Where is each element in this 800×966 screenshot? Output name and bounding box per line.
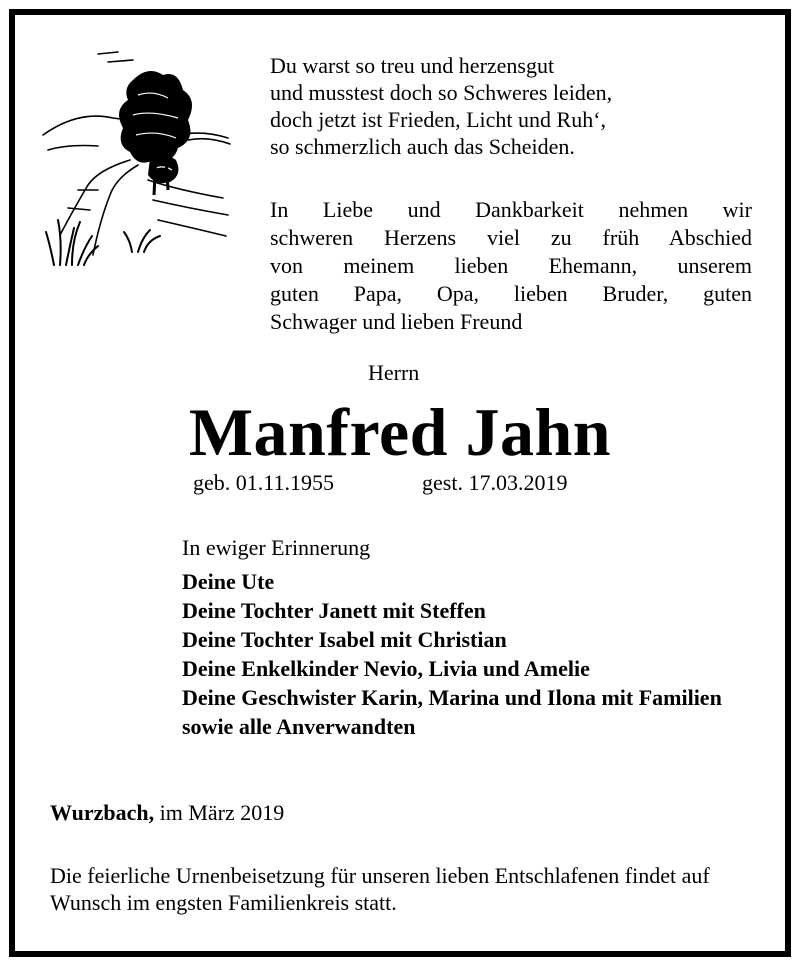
poem-line: Du warst so treu und herzensgut: [270, 53, 555, 78]
place-date-text: im März 2019: [159, 800, 285, 825]
poem-line: und musstest doch so Schweres leiden,: [270, 80, 613, 105]
farewell-line: schweren Herzens viel zu früh Abschied: [270, 225, 752, 250]
farewell-line: von meinem lieben Ehemann, unserem: [270, 253, 752, 278]
place-name: Wurzbach,: [50, 800, 155, 825]
farewell-paragraph: [270, 196, 752, 336]
place-date: [50, 800, 284, 826]
family-member: Deine Enkelkinder Nevio, Livia und Amelie: [182, 656, 590, 681]
farewell-line: guten Papa, Opa, lieben Bruder, guten: [270, 281, 752, 306]
deceased-name: Manfred Jahn: [188, 394, 612, 470]
birth-date: geb. 01.11.1955: [193, 470, 334, 495]
family-member: Deine Tochter Janett mit Steffen: [182, 598, 486, 623]
family-member: sowie alle Anverwandten: [182, 714, 416, 739]
family-member: Deine Ute: [182, 569, 275, 594]
poem-line: doch jetzt ist Frieden, Licht und Ruh‘,: [270, 107, 607, 132]
family-member: Deine Geschwister Karin, Marina und Ilona mit Familien: [182, 685, 722, 710]
memory-line: In ewiger Erinnerung: [182, 535, 371, 560]
farewell-line: Schwager und lieben Freund: [270, 309, 523, 334]
family-member: Deine Tochter Isabel mit Christian: [182, 627, 507, 652]
family-list: [182, 567, 754, 741]
poem: [270, 52, 612, 160]
honorific: Herrn: [368, 360, 420, 385]
burial-notice: Die feierliche Urnenbeisetzung für unseren lieben Entschlafenen findet auf Wunsch im engsten Familienkreis statt.: [50, 863, 710, 915]
farewell-line: In Liebe und Dankbarkeit nehmen wir: [270, 197, 752, 222]
poem-line: so schmerzlich auch das Scheiden.: [270, 134, 575, 159]
death-date: gest. 17.03.2019: [422, 470, 568, 495]
tree-landscape-icon: [38, 40, 238, 270]
